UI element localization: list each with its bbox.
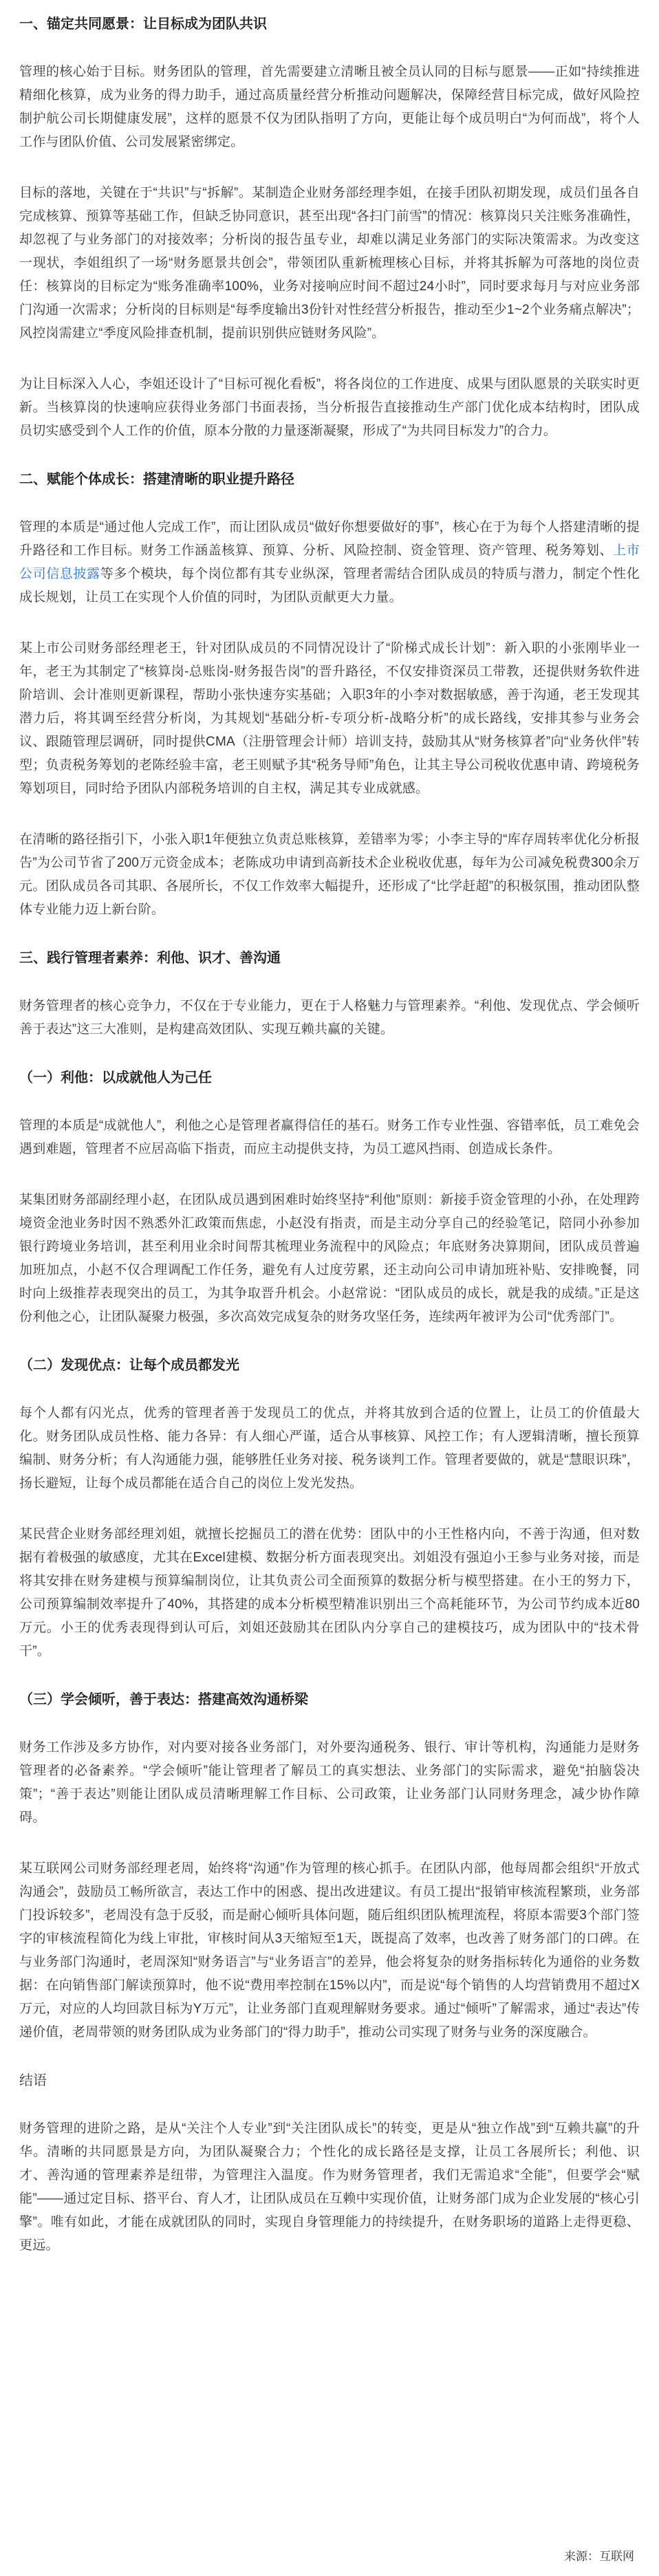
conclusion-paragraph: 财务管理的进阶之路，是从“关注个人专业”到“关注团队成长”的转变，更是从“独立作战”到“互赖共赢”的升华。清晰的共同愿景是方向，为团队凝聚合力；个性化的成长路径是支撑，让员工各展所长；利他、识才、善沟通的管理素养是纽带，为管理注入温度。作为财务管理者，我们无需追求“全能”，但要学会“赋能”——通过定目标、搭平台、育人才，让团队成员在互赖中实现价值，让财务部门成为企业发展的“核心引擎”。唯有如此，才能在成就团队的同时，实现自身管理能力的持续提升，在财务职场的道路上走得更稳、更远。 [19,2121,640,2253]
section-2-paragraph-3: 在清晰的路径指引下，小张入职1年便独立负责总账核算，差错率为零；小李主导的“库存周转率优化分析报告”为公司节省了200万元资金成本；老陈成功申请到高新技术企业税收优惠，每年为公司减免税费300余万元。团队成员各司其职、各展所长，不仅工作效率大幅提升，还形成了“比学赶超”的积极氛围，推动团队整体专业能力迈上新台阶。 [19,832,640,917]
subsection-1-title: （一）利他：以成就他人为己任 [19,1070,212,1085]
section-2-paragraph-2: 某上市公司财务部经理老王，针对团队成员的不同情况设计了“阶梯式成长计划”：新入职的小张刚毕业一年，老王为其制定了“核算岗-总账岗-财务报告岗”的晋升路径，不仅安排资深员工带教，还提供财务软件进阶培训、会计准则更新课程，帮助小张快速夯实基础；入职3年的小李对数据敏感，善于沟通，老王发现其潜力后，将其调至经营分析岗，为其规划“基础分析-专项分析-战略分析”的成长路线，安排其参与业务会议、跟随管理层调研，同时提供CMA（注册管理会计师）培训支持，鼓励其从“财务核算者”向“业务伙伴”转型；负责税务筹划的老陈经验丰富，老王则赋予其“税务导师”角色，让其主导公司税收优惠申请、跨境税务筹划项目，同时给予团队内部税务培训的自主权，满足其专业成就感。 [19,641,640,796]
section-1-paragraph-2: 目标的落地，关键在于“共识”与“拆解”。某制造企业财务部经理李姐，在接手团队初期发现，成员们虽各自完成核算、预算等基础工作，但缺乏协同意识，甚至出现“各扫门前雪”的情况：核算岗只关注账务准确性，却忽视了与业务部门的对接效率；分析岗的报告虽专业，却难以满足业务部门的实际决策需求。为改变这一现状，李姐组织了一场“财务愿景共创会”，带领团队重新梳理核心目标，并将其拆解为可落地的岗位责任：核算岗的目标定为“账务准确率100%，业务对接响应时间不超过24小时”，同时要求每月与对应业务部门沟通一次需求；分析岗的目标则是“每季度输出3份针对性经营分析报告，推动至少1~2个业务痛点解决”；风控岗需建立“季度风险排查机制，提前识别供应链财务风险”。 [19,186,640,340]
subsection-3-paragraph-2: 某互联网公司财务部经理老周，始终将“沟通”作为管理的核心抓手。在团队内部，他每周都会组织“开放式沟通会”，鼓励员工畅所欲言，表达工作中的困惑、提出改进建议。有员工提出“报销审核流程繁琐，业务部门投诉较多”，老周没有急于反驳，而是耐心倾听具体问题，随后组织团队梳理流程，将原本需要3个部门签字的审核流程简化为线上审批，审核时间从3天缩短至1天，既提高了效率，也改善了财务部门的口碑。在与业务部门沟通时，老周深知“财务语言”与“业务语言”的差异，他会将复杂的财务指标转化为通俗的业务数据：在向销售部门解读预算时，他不说“费用率控制在15%以内”，而是说“每个销售的人均营销费用不超过X万元，对应的人均回款目标为Y万元”，让业务部门直观理解财务要求。通过“倾听”了解需求，通过“表达”传递价值，老周带领的财务团队成为业务部门的“得力助手”，推动公司实现了财务与业务的深度融合。 [19,1861,640,2039]
section-2-title: 二、赋能个体成长：搭建清晰的职业提升路径 [19,472,294,487]
source-credit: 来源：互联网 [564,2550,634,2563]
section-2-paragraph-1-text: 管理的本质是“通过他人完成工作”，而让团队成员“做好你想要做好的事”，核心在于为每个人搭建清晰的提升路径和工作目标。财务工作涵盖核算、预算、分析、风险控制、资金管理、资产管理、税务筹划、 [19,520,640,558]
subsection-2-paragraph-1: 每个人都有闪光点，优秀的管理者善于发现员工的优点，并将其放到合适的位置上，让员工的价值最大化。财务团队成员性格、能力各异：有人细心严谨，适合从事核算、风控工作；有人逻辑清晰，擅长预算编制、财务分析；有人沟通能力强，能够胜任业务对接、税务谈判工作。管理者要做的，就是“慧眼识珠”，扬长避短，让每个成员都能在适合自己的岗位上发光发热。 [19,1406,640,1491]
section-3-paragraph-1: 财务管理者的核心竞争力，不仅在于专业能力，更在于人格魅力与管理素养。“利他、发现优点、学会倾听善于表达”这三大准则，是构建高效团队、实现互赖共赢的关键。 [19,999,640,1037]
subsection-3-paragraph-1: 财务工作涉及多方协作，对内要对接各业务部门，对外要沟通税务、银行、审计等机构，沟通能力是财务管理者的必备素养。“学会倾听”能让管理者了解员工的真实想法、业务部门的实际需求，避免“拍脑袋决策”；“善于表达”则能让团队成员清晰理解工作目标、公司政策，让业务部门认同财务理念，减少协作障碍。 [19,1740,640,1825]
section-2-paragraph-1-tail: 等多个模块，每个岗位都有其专业纵深，管理者需结合团队成员的特质与潜力，制定个性化成长规划，让员工在实现个人价值的同时，为团队贡献更大力量。 [19,567,640,605]
section-1-paragraph-3: 为让目标深入人心，李姐还设计了“目标可视化看板”，将各岗位的工作进度、成果与团队愿景的关联实时更新。当核算岗的快速响应获得业务部门书面表扬，当分析报告直接推动生产部门优化成本结构时，团队成员切实感受到个人工作的价值，原本分散的力量逐渐凝聚，形成了“为共同目标发力”的合力。 [19,377,640,438]
subsection-1-paragraph-1: 管理的本质是“成就他人”，利他之心是管理者赢得信任的基石。财务工作专业性强、容错率低，员工难免会遇到难题，管理者不应居高临下指责，而应主动提供支持，为员工遮风挡雨、创造成长条件。 [19,1118,640,1156]
subsection-3-title: （三）学会倾听，善于表达：搭建高效沟通桥梁 [19,1692,308,1707]
subsection-1-paragraph-2: 某集团财务部副经理小赵，在团队成员遇到困难时始终坚持“利他”原则：新接手资金管理的小孙，在处理跨境资金池业务时因不熟悉外汇政策而焦虑，小赵没有指责，而是主动分享自己的经验笔记，陪同小孙参加银行跨境业务培训，甚至利用业余时间帮其梳理业务流程中的风险点；年底财务决算期间，团队成员普遍加班加点，小赵不仅合理调配工作任务，避免有人过度劳累，还主动向公司申请加班补贴、安排晚餐，同时向上级推荐表现突出的员工，为其争取晋升机会。小赵常说：“团队成员的成长，就是我的成绩。”正是这份利他之心，让团队凝聚力极强，多次高效完成复杂的财务攻坚任务，连续两年被评为公司“优秀部门”。 [19,1193,640,1324]
section-1-title: 一、锚定共同愿景：让目标成为团队共识 [19,17,267,32]
subsection-2-paragraph-2: 某民营企业财务部经理刘姐，就擅长挖掘员工的潜在优势：团队中的小王性格内向，不善于沟通，但对数据有着极强的敏感度，尤其在Excel建模、数据分析方面表现突出。刘姐没有强迫小王参与业务对接，而是将其安排在财务建模与预算编制岗位，让其负责公司全面预算的数据分析与模型搭建。在小王的努力下，公司预算编制效率提升了40%，其搭建的成本分析模型精准识别出三个高耗能环节，为公司节约成本近80万元。小王的优秀表现得到认可后，刘姐还鼓励其在团队内分享自己的建模技巧，成为团队中的“技术骨干”。 [19,1527,640,1658]
subsection-2-title: （二）发现优点：让每个成员都发光 [19,1358,239,1373]
section-2-paragraph-1 [19,516,640,609]
conclusion-title: 结语 [19,2073,47,2088]
info-disclosure-link[interactable]: 上市公司信息披露 [19,543,640,581]
section-3-title: 三、践行管理者素养：利他、识才、善沟通 [19,951,281,966]
section-1-paragraph-1: 管理的核心始于目标。财务团队的管理，首先需要建立清晰且被全员认同的目标与愿景——正如“持续推进精细化核算，成为业务的得力助手，通过高质量经营分析推动问题解决，保障经营目标完成，做好风险控制护航公司长期健康发展”，这样的愿景不仅为团队指明了方向，更能让每个成员明白“为何而战”，将个人工作与团队价值、公司发展紧密绑定。 [19,65,640,149]
